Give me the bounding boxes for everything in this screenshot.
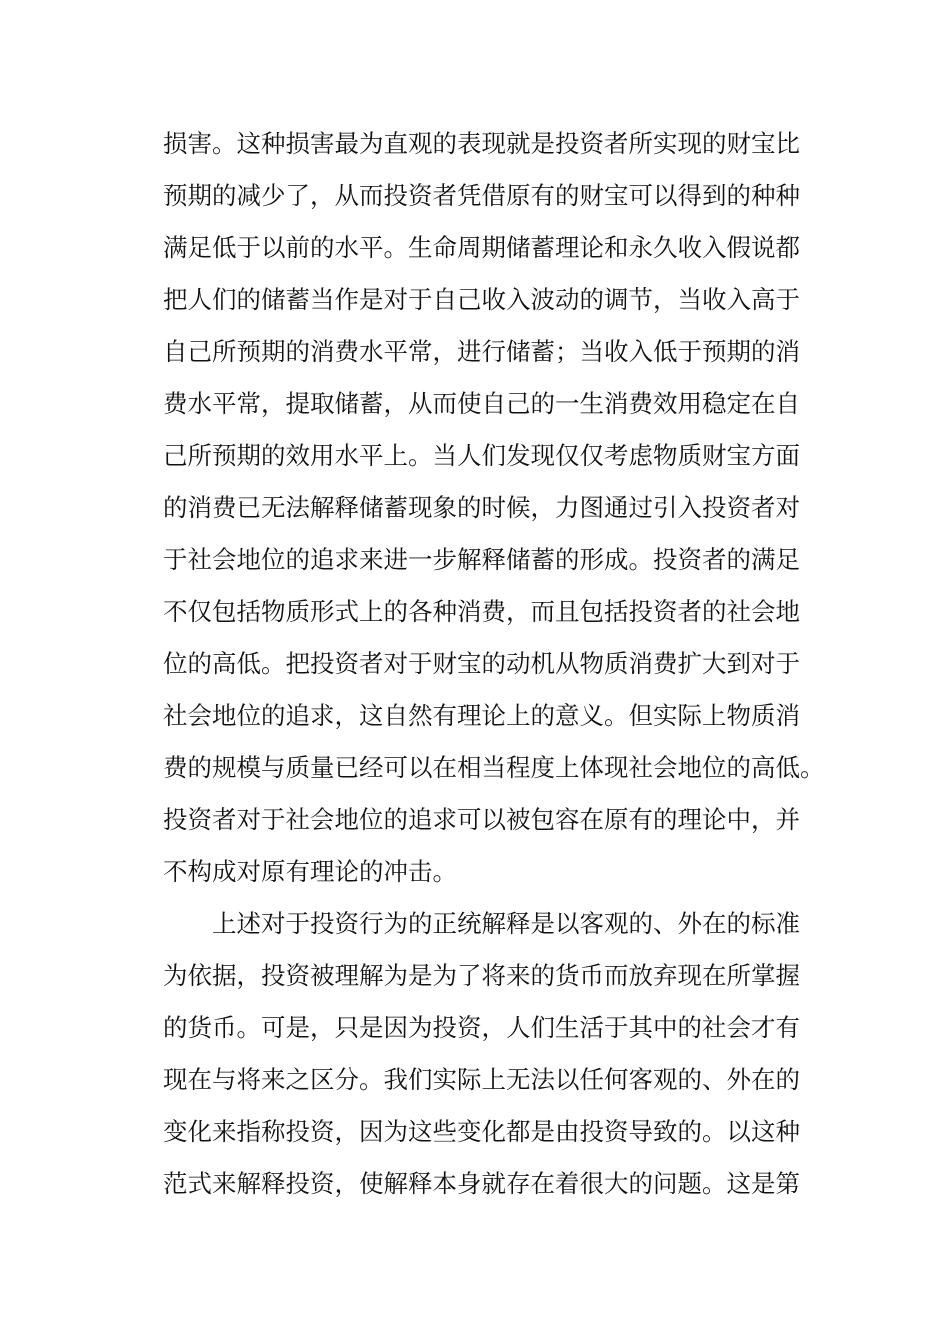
text-line: 社会地位的追求，这自然有理论上的意义。但实际上物质消 [163,701,800,730]
paragraph [163,118,825,898]
text-line: 为依据，投资被理解为是为了将来的货币而放弃现在所掌握 [163,961,800,990]
text-line: 费水平常，提取储蓄，从而使自己的一生消费效用稳定在自 [163,389,800,418]
text-line: 的消费已无法解释储蓄现象的时候，力图通过引入投资者对 [163,493,800,522]
text-line: 费的规模与质量已经可以在相当程度上体现社会地位的高低。 [163,753,825,782]
text-line: 自己所预期的消费水平常，进行储蓄；当收入低于预期的消 [163,337,800,366]
text-line: 变化来指称投资，因为这些变化都是由投资导致的。以这种 [163,1117,800,1146]
text-line: 预期的减少了，从而投资者凭借原有的财宝可以得到的种种 [163,181,800,210]
text-line: 范式来解释投资，使解释本身就存在着很大的问题。这是第 [163,1169,800,1198]
text-line: 上述对于投资行为的正统解释是以客观的、外在的标准 [212,909,800,938]
text-line: 的货币。可是，只是因为投资，人们生活于其中的社会才有 [163,1013,800,1042]
text-line: 己所预期的效用水平上。当人们发现仅仅考虑物质财宝方面 [163,441,800,470]
text-line: 把人们的储蓄当作是对于自己收入波动的调节，当收入高于 [163,285,800,314]
text-line: 位的高低。把投资者对于财宝的动机从物质消费扩大到对于 [163,649,800,678]
document-body [163,118,825,1210]
text-line: 不构成对原有理论的冲击。 [163,857,457,886]
text-line: 损害。这种损害最为直观的表现就是投资者所实现的财宝比 [163,129,800,158]
text-line: 满足低于以前的水平。生命周期储蓄理论和永久收入假说都 [163,233,800,262]
text-line: 不仅包括物质形式上的各种消费，而且包括投资者的社会地 [163,597,800,626]
text-line: 于社会地位的追求来进一步解释储蓄的形成。投资者的满足 [163,545,800,574]
text-line: 现在与将来之区分。我们实际上无法以任何客观的、外在的 [163,1065,800,1094]
paragraph [163,898,803,1210]
text-line: 投资者对于社会地位的追求可以被包容在原有的理论中，并 [163,805,800,834]
